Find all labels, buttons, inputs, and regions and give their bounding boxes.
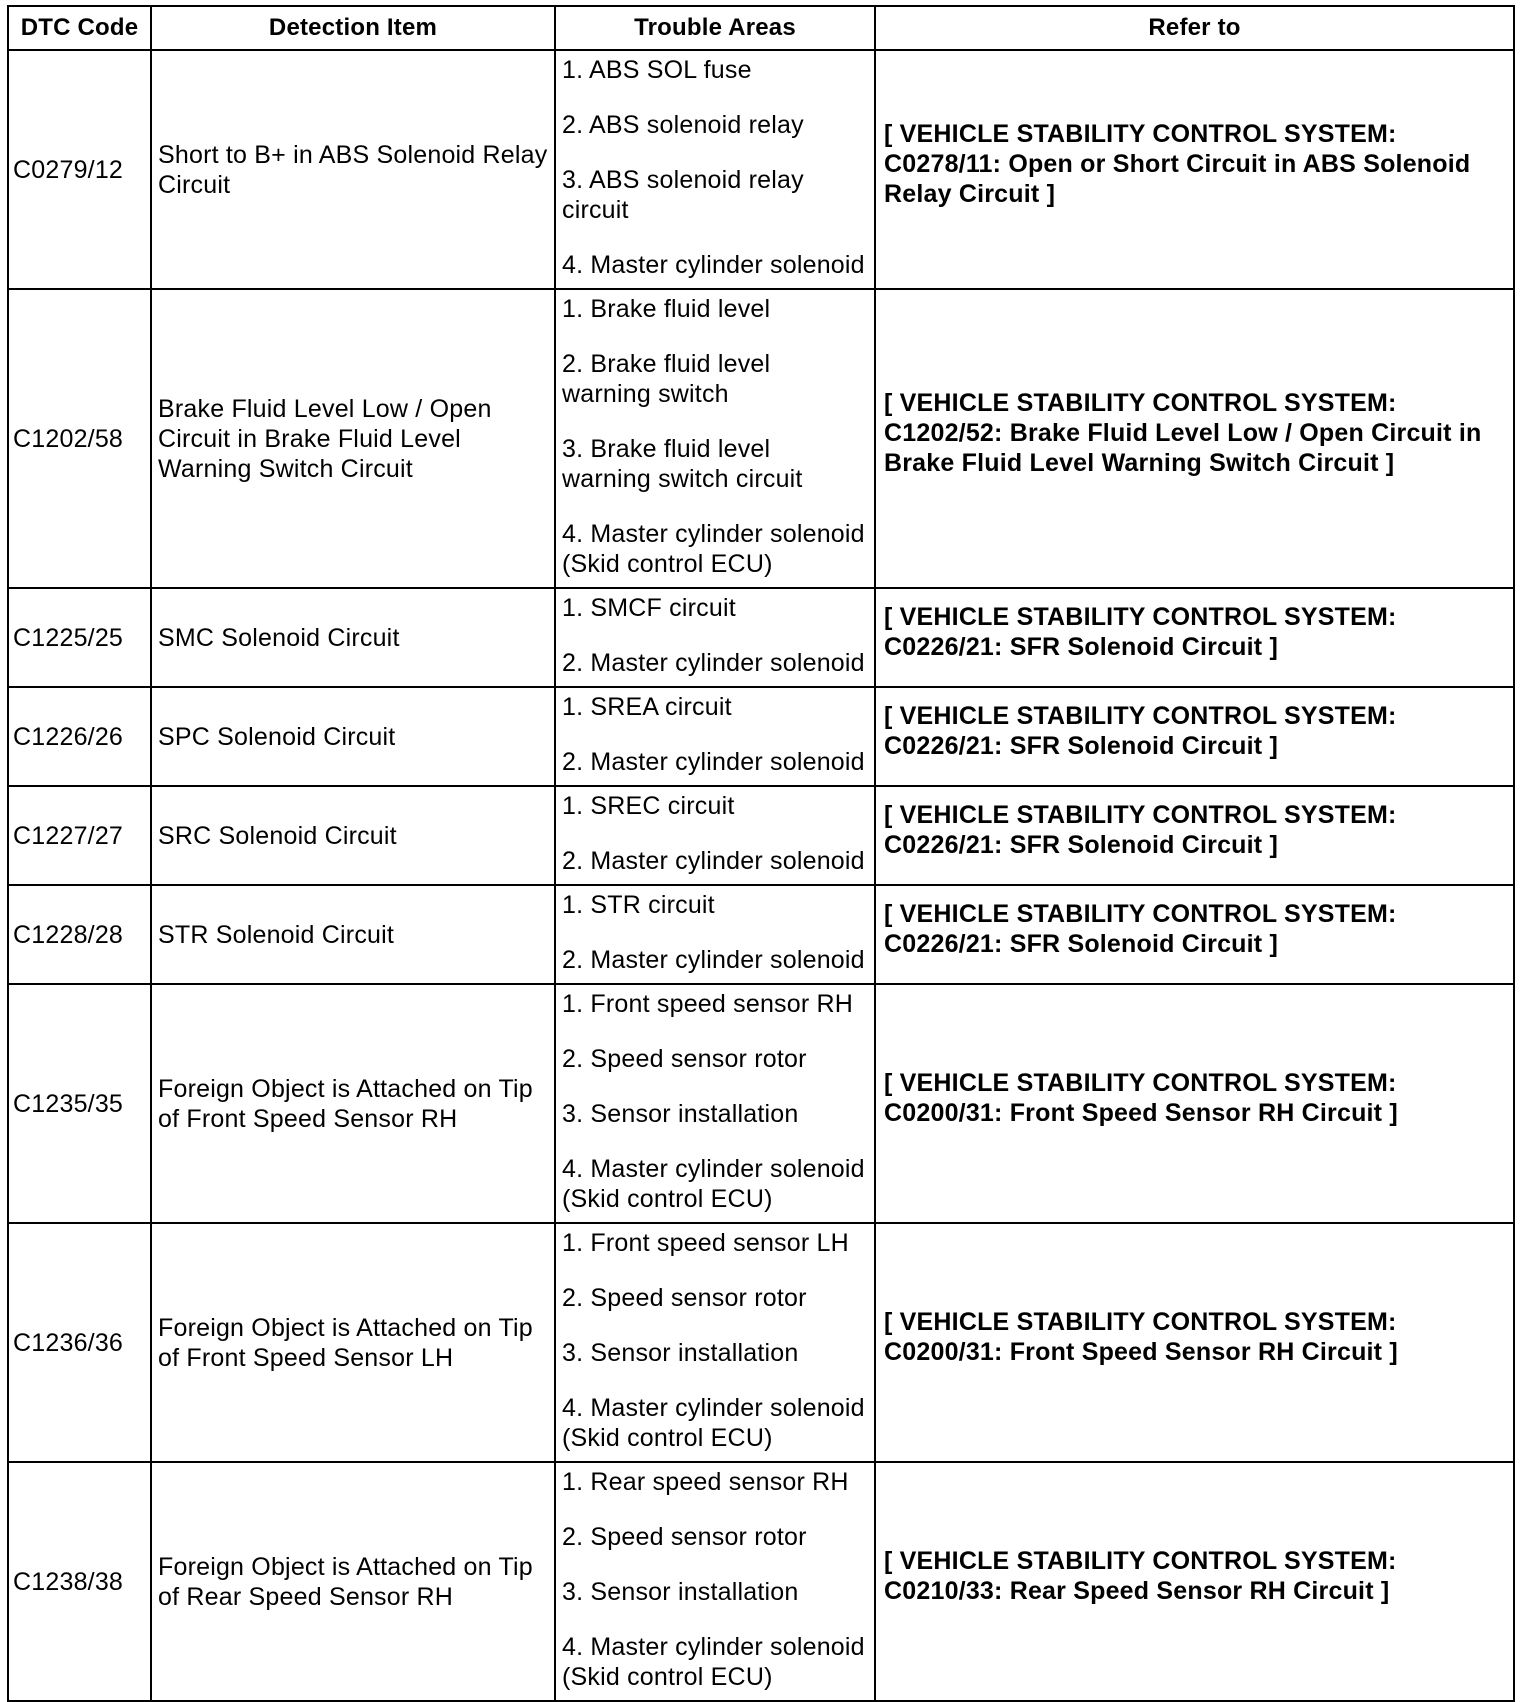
header-trouble-areas: Trouble Areas: [555, 6, 875, 50]
trouble-area-item: 1. STR circuit: [562, 891, 715, 919]
trouble-area-item: 3. Sensor installation: [562, 1339, 799, 1367]
trouble-areas-cell: [555, 50, 875, 289]
trouble-area-item: 2. Master cylinder solenoid: [562, 649, 865, 677]
dtc-code-cell: C1226/26: [8, 687, 151, 786]
trouble-areas-cell: [555, 885, 875, 984]
dtc-code-cell: C0279/12: [8, 50, 151, 289]
refer-to-cell: [ VEHICLE STABILITY CONTROL SYSTEM: C1202/52: Brake Fluid Level Low / Open Circuit in Brake Fluid Level Warning Switch Circuit ]: [875, 289, 1514, 588]
refer-to-cell: [ VEHICLE STABILITY CONTROL SYSTEM: C0200/31: Front Speed Sensor RH Circuit ]: [875, 984, 1514, 1223]
trouble-area-item: 3. ABS solenoid relay circuit: [562, 166, 804, 224]
trouble-area-item: 1. Rear speed sensor RH: [562, 1468, 849, 1496]
trouble-area-item: 3. Sensor installation: [562, 1100, 799, 1128]
trouble-area-item: 1. SREC circuit: [562, 792, 735, 820]
trouble-areas-cell: [555, 1223, 875, 1462]
table-row: [8, 885, 1514, 984]
trouble-areas-cell: [555, 786, 875, 885]
trouble-areas-cell: [555, 588, 875, 687]
table-row: [8, 984, 1514, 1223]
table-row: [8, 50, 1514, 289]
dtc-code-cell: C1228/28: [8, 885, 151, 984]
trouble-areas-cell: [555, 984, 875, 1223]
document-page: [7, 5, 1515, 1702]
trouble-area-item: 4. Master cylinder solenoid: [562, 251, 865, 279]
dtc-code-cell: C1236/36: [8, 1223, 151, 1462]
header-detection-item: Detection Item: [151, 6, 555, 50]
trouble-area-item: 4. Master cylinder solenoid (Skid control ECU): [562, 1394, 865, 1452]
detection-item-cell: SRC Solenoid Circuit: [151, 786, 555, 885]
detection-item-cell: Foreign Object is Attached on Tip of Rear Speed Sensor RH: [151, 1462, 555, 1701]
trouble-area-item: 2. Master cylinder solenoid: [562, 946, 865, 974]
trouble-area-item: 3. Sensor installation: [562, 1578, 799, 1606]
trouble-area-item: 1. Brake fluid level: [562, 295, 771, 323]
trouble-area-item: 2. Brake fluid level warning switch: [562, 350, 771, 408]
detection-item-cell: STR Solenoid Circuit: [151, 885, 555, 984]
trouble-areas-cell: [555, 1462, 875, 1701]
refer-to-cell: [ VEHICLE STABILITY CONTROL SYSTEM: C0200/31: Front Speed Sensor RH Circuit ]: [875, 1223, 1514, 1462]
refer-to-cell: [ VEHICLE STABILITY CONTROL SYSTEM: C0226/21: SFR Solenoid Circuit ]: [875, 786, 1514, 885]
refer-to-cell: [ VEHICLE STABILITY CONTROL SYSTEM: C0226/21: SFR Solenoid Circuit ]: [875, 687, 1514, 786]
refer-to-cell: [ VEHICLE STABILITY CONTROL SYSTEM: C0226/21: SFR Solenoid Circuit ]: [875, 885, 1514, 984]
trouble-area-item: 3. Brake fluid level warning switch circuit: [562, 435, 803, 493]
dtc-table: [7, 5, 1515, 1702]
table-row: [8, 1223, 1514, 1462]
table-row: [8, 588, 1514, 687]
trouble-area-item: 4. Master cylinder solenoid (Skid control ECU): [562, 1155, 865, 1213]
refer-to-cell: [ VEHICLE STABILITY CONTROL SYSTEM: C0210/33: Rear Speed Sensor RH Circuit ]: [875, 1462, 1514, 1701]
table-header-row: [8, 6, 1514, 50]
trouble-area-item: 4. Master cylinder solenoid (Skid control ECU): [562, 1633, 865, 1691]
trouble-area-item: 1. SREA circuit: [562, 693, 732, 721]
trouble-area-item: 2. Speed sensor rotor: [562, 1284, 807, 1312]
table-row: [8, 289, 1514, 588]
dtc-code-cell: C1238/38: [8, 1462, 151, 1701]
trouble-area-item: 2. Master cylinder solenoid: [562, 748, 865, 776]
dtc-code-cell: C1235/35: [8, 984, 151, 1223]
detection-item-cell: Brake Fluid Level Low / Open Circuit in Brake Fluid Level Warning Switch Circuit: [151, 289, 555, 588]
trouble-area-item: 4. Master cylinder solenoid (Skid control ECU): [562, 520, 865, 578]
detection-item-cell: SMC Solenoid Circuit: [151, 588, 555, 687]
detection-item-cell: Foreign Object is Attached on Tip of Front Speed Sensor LH: [151, 1223, 555, 1462]
trouble-area-item: 1. Front speed sensor RH: [562, 990, 854, 1018]
trouble-area-item: 2. Speed sensor rotor: [562, 1523, 807, 1551]
trouble-area-item: 2. Master cylinder solenoid: [562, 847, 865, 875]
table-row: [8, 687, 1514, 786]
detection-item-cell: SPC Solenoid Circuit: [151, 687, 555, 786]
dtc-code-cell: C1202/58: [8, 289, 151, 588]
trouble-area-item: 2. ABS solenoid relay: [562, 111, 804, 139]
header-refer-to: Refer to: [875, 6, 1514, 50]
header-dtc-code: DTC Code: [8, 6, 151, 50]
trouble-areas-cell: [555, 687, 875, 786]
detection-item-cell: Foreign Object is Attached on Tip of Front Speed Sensor RH: [151, 984, 555, 1223]
refer-to-cell: [ VEHICLE STABILITY CONTROL SYSTEM: C0278/11: Open or Short Circuit in ABS Solenoid Relay Circuit ]: [875, 50, 1514, 289]
trouble-area-item: 1. ABS SOL fuse: [562, 56, 752, 84]
trouble-area-item: 2. Speed sensor rotor: [562, 1045, 807, 1073]
trouble-areas-cell: [555, 289, 875, 588]
table-row: [8, 1462, 1514, 1701]
trouble-area-item: 1. SMCF circuit: [562, 594, 736, 622]
detection-item-cell: Short to B+ in ABS Solenoid Relay Circuit: [151, 50, 555, 289]
trouble-area-item: 1. Front speed sensor LH: [562, 1229, 849, 1257]
dtc-code-cell: C1227/27: [8, 786, 151, 885]
dtc-code-cell: C1225/25: [8, 588, 151, 687]
refer-to-cell: [ VEHICLE STABILITY CONTROL SYSTEM: C0226/21: SFR Solenoid Circuit ]: [875, 588, 1514, 687]
table-row: [8, 786, 1514, 885]
